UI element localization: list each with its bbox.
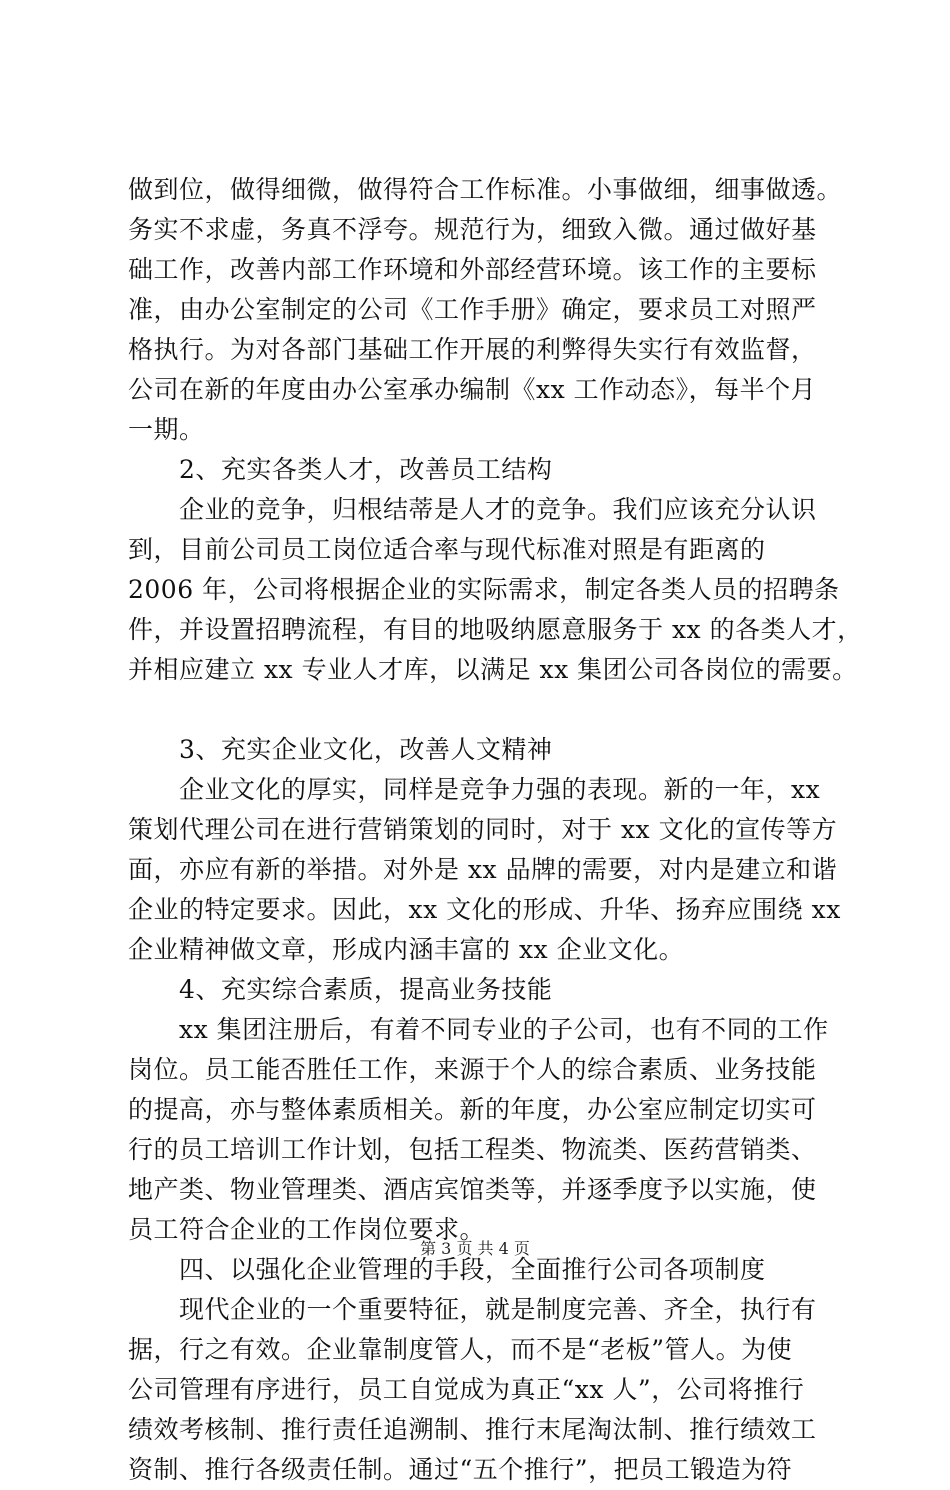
text-line: xx 集团注册后，有着不同专业的子公司，也有不同的工作 xyxy=(128,1015,829,1044)
section-heading: 4、充实综合素质，提高业务技能 xyxy=(128,975,553,1004)
text-line: 资制、推行各级责任制。通过“五个推行”，把员工锻造为符 xyxy=(128,1455,793,1484)
text-line: 公司在新的年度由办公室承办编制《xx 工作动态》，每半个月 xyxy=(128,375,817,404)
text-line: 础工作，改善内部工作环境和外部经营环境。该工作的主要标 xyxy=(128,255,817,284)
text-line: 企业文化的厚实，同样是竞争力强的表现。新的一年，xx xyxy=(128,775,821,804)
text-line: 务实不求虚，务真不浮夸。规范行为，细致入微。通过做好基 xyxy=(128,215,817,244)
text-line: 岗位。员工能否胜任工作，来源于个人的综合素质、业务技能 xyxy=(128,1055,817,1084)
section-heading: 2、充实各类人才，改善员工结构 xyxy=(128,455,553,484)
text-line: 员工符合企业的工作岗位要求。 xyxy=(128,1215,486,1244)
text-line: 件，并设置招聘流程，有目的地吸纳愿意服务于 xx 的各类人才， xyxy=(128,615,863,644)
text-line: 的提高，亦与整体素质相关。新的年度，办公室应制定切实可 xyxy=(128,1095,817,1124)
text-line: 现代企业的一个重要特征，就是制度完善、齐全，执行有 xyxy=(128,1295,817,1324)
section-heading: 3、充实企业文化，改善人文精神 xyxy=(128,735,553,764)
text-line: 行的员工培训工作计划，包括工程类、物流类、医药营销类、 xyxy=(128,1135,817,1164)
text-line: 准，由办公室制定的公司《工作手册》确定，要求员工对照严 xyxy=(128,295,817,324)
text-line: 绩效考核制、推行责任追溯制、推行末尾淘汰制、推行绩效工 xyxy=(128,1415,817,1444)
text-line: 企业精神做文章，形成内涵丰富的 xx 企业文化。 xyxy=(128,935,685,964)
document-body xyxy=(128,170,863,1490)
text-line: 地产类、物业管理类、酒店宾馆类等，并逐季度予以实施，使 xyxy=(128,1175,817,1204)
text-line: 策划代理公司在进行营销策划的同时，对于 xx 文化的宣传等方 xyxy=(128,815,838,844)
text-line: 企业的特定要求。因此，xx 文化的形成、升华、扬弃应围绕 xx xyxy=(128,895,841,924)
section-heading: 四、以强化企业管理的手段，全面推行公司各项制度 xyxy=(128,1255,766,1284)
text-line: 2006 年，公司将根据企业的实际需求，制定各类人员的招聘条 xyxy=(128,575,840,604)
text-line: 据，行之有效。企业靠制度管人，而不是“老板”管人。为使 xyxy=(128,1335,793,1364)
text-line: 并相应建立 xx 专业人才库，以满足 xx 集团公司各岗位的需要。 xyxy=(128,655,858,684)
text-line: 到，目前公司员工岗位适合率与现代标准对照是有距离的 xyxy=(128,535,766,564)
text-line: 格执行。为对各部门基础工作开展的利弊得失实行有效监督， xyxy=(128,335,817,364)
blank-line xyxy=(128,690,828,730)
text-line: 一期。 xyxy=(128,415,205,444)
page-number-footer: 第 3 页 共 4 页 xyxy=(420,1239,530,1258)
text-line: 企业的竞争，归根结蒂是人才的竞争。我们应该充分认识 xyxy=(128,495,817,524)
text-line: 做到位，做得细微，做得符合工作标准。小事做细，细事做透。 xyxy=(128,175,843,204)
text-line: 面，亦应有新的举措。对外是 xx 品牌的需要，对内是建立和谐 xyxy=(128,855,838,884)
text-line: 公司管理有序进行，员工自觉成为真正“xx 人”，公司将推行 xyxy=(128,1375,805,1404)
